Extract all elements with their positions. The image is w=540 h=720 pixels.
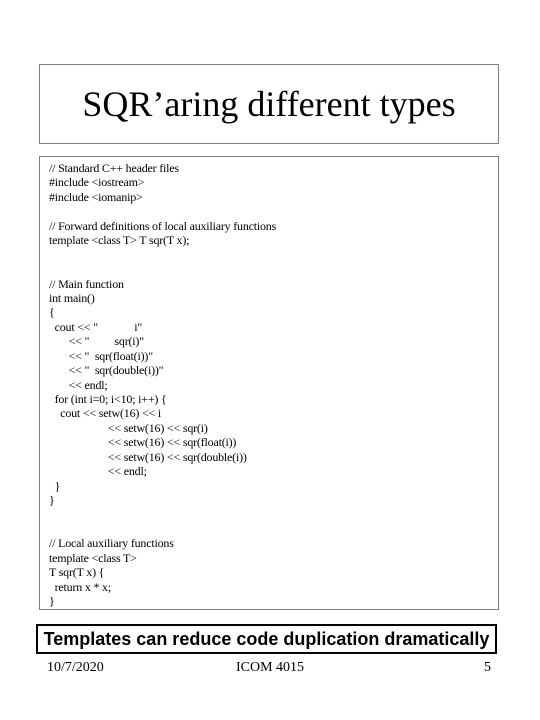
code-line: << " sqr(float(i))" xyxy=(49,348,153,363)
code-line: template <class T> xyxy=(49,550,137,565)
code-line: #include <iostream> xyxy=(49,175,145,190)
code-line: // Local auxiliary functions xyxy=(49,536,174,551)
code-line: } xyxy=(49,493,55,508)
code-line: << " sqr(i)" xyxy=(49,334,144,349)
code-block xyxy=(39,156,499,610)
summary-banner: Templates can reduce code duplication dramatically xyxy=(36,624,497,654)
code-line: << setw(16) << sqr(i) xyxy=(49,420,208,435)
code-line: << setw(16) << sqr(double(i)) xyxy=(49,449,247,464)
code-line: cout << setw(16) << i xyxy=(49,406,162,421)
title-box xyxy=(39,64,499,144)
code-line: int main() xyxy=(49,290,95,305)
code-line: { xyxy=(49,305,55,320)
code-line: } xyxy=(49,594,55,609)
page-number: 5 xyxy=(484,660,491,675)
code-line: << endl; xyxy=(49,377,108,392)
code-line: for (int i=0; i<10; i++) { xyxy=(49,392,167,406)
code-line: // Main function xyxy=(49,276,124,291)
code-line xyxy=(49,508,498,522)
code-line: << endl; xyxy=(49,464,147,479)
code-line xyxy=(49,204,498,218)
code-line: << " sqr(double(i))" xyxy=(49,363,164,378)
footer-date: 10/7/2020 xyxy=(47,660,104,675)
footer-course: ICOM 4015 xyxy=(236,660,305,675)
code-line: #include <iomanip> xyxy=(49,189,143,204)
code-line xyxy=(49,262,498,276)
code-line: return x * x; xyxy=(49,579,111,594)
code-line: cout << " i" xyxy=(49,319,143,334)
code-line xyxy=(49,522,498,536)
code-line: template <class T> T sqr(T x); xyxy=(49,233,190,248)
code-line: // Forward definitions of local auxiliary functions xyxy=(49,218,277,233)
code-line: << setw(16) << sqr(float(i)) xyxy=(49,435,237,450)
code-line: T sqr(T x) { xyxy=(49,565,105,580)
code-line: } xyxy=(49,478,61,493)
code-line: // Standard C++ header files xyxy=(49,161,179,175)
slide-title: SQR’aring different types xyxy=(82,84,456,124)
code-line xyxy=(49,248,498,262)
